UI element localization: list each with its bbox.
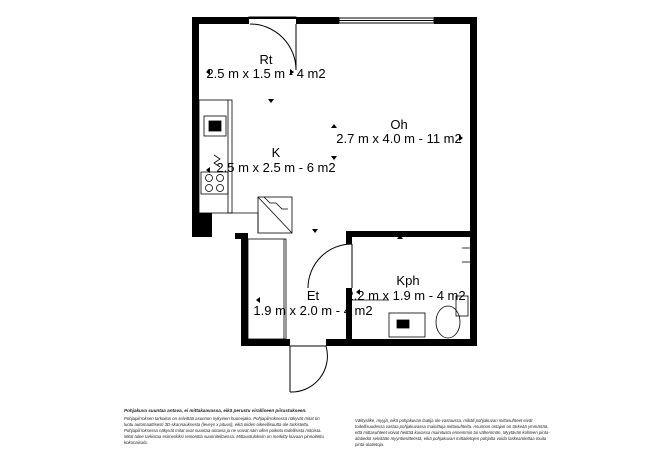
room-name-k: K: [271, 145, 281, 160]
room-name-oh: Oh: [390, 117, 408, 132]
wall-left-corner: [192, 213, 212, 237]
wall-bath-left-upper: [346, 231, 352, 244]
wall-hall-left: [241, 233, 248, 346]
disclaimer-left: [124, 408, 329, 446]
disclaimer-right: [355, 418, 555, 448]
window-top-small: [249, 17, 296, 19]
disclaimer-right-text: Välityslike, myyjä, eikä pohjakuvan laatija ole vastuussa, mikäli pohjakuvan mittasuhteet eivät todellisuudessa vastaa pohjakuvassa mainittuja mittasuhteita. Asunnon ostajan on tärkeää ymmärtää, että mittasuhteet voivat heittää kuvassa mainitusta ennemmin tai vähemmän. Myytävän kohteen pinta-alatiedot selvitään myyntiesitteestä, eikä pohjakuvan mittatietojen pohjalta voida laskea/olettaa muita pinta-alatietoja.: [355, 418, 550, 447]
room-size-rt: 2.5 m x 1.5 m - 4 m2: [206, 66, 326, 81]
door-entrance: [290, 346, 327, 392]
wall-bath-top: [346, 231, 477, 237]
disclaimer-headline: Pohjakuva suuntaa antava, ei mittakaavassa, eikä perustu viralliseen piirustukseen.: [124, 408, 307, 413]
sink-basin: [209, 121, 221, 131]
wall-left: [192, 17, 199, 237]
room-name-rt: Rt: [259, 52, 273, 67]
room-name-et: Et: [306, 288, 320, 303]
room-size-et: 1.9 m x 2.0 m - 4 m2: [253, 303, 373, 318]
windows: [249, 17, 434, 23]
wall-bottom-left: [241, 339, 290, 346]
room-size-oh: 2.7 m x 4.0 m - 11 m2: [336, 131, 462, 146]
room-size-k: 2.5 m x 2.5 m - 6 m2: [216, 160, 336, 175]
wall-top-left: [192, 17, 249, 24]
room-size-kph: 2.2 m x 1.9 m - 4 m2: [346, 288, 466, 303]
disclaimer-left-text: Pohjapiirroksen tarkoitus on selvittää asunnon nykyinen huonejako. Pohjapiirroksessa näkyvät mitat on luotu automaattisesti 3D-skannauksesta (leveys x pituus), eikä niiden oikeellisuutta ole tarkistettu. Pohjapiirroksessa näkyvät mitat ovat suuntaa-antavia ja ne voivat näin ollen poiketa todellisista mitoista. Mitat tulee tarkistaa esimerkiksi remonttia suunniteltaessa. Mittaustuloksiin on merkitty kuvaan pinnoitettu kokonaisala.: [124, 416, 324, 445]
wall-top-mid: [296, 17, 339, 24]
room-name-kph: Kph: [396, 273, 420, 288]
wall-right: [470, 17, 477, 346]
